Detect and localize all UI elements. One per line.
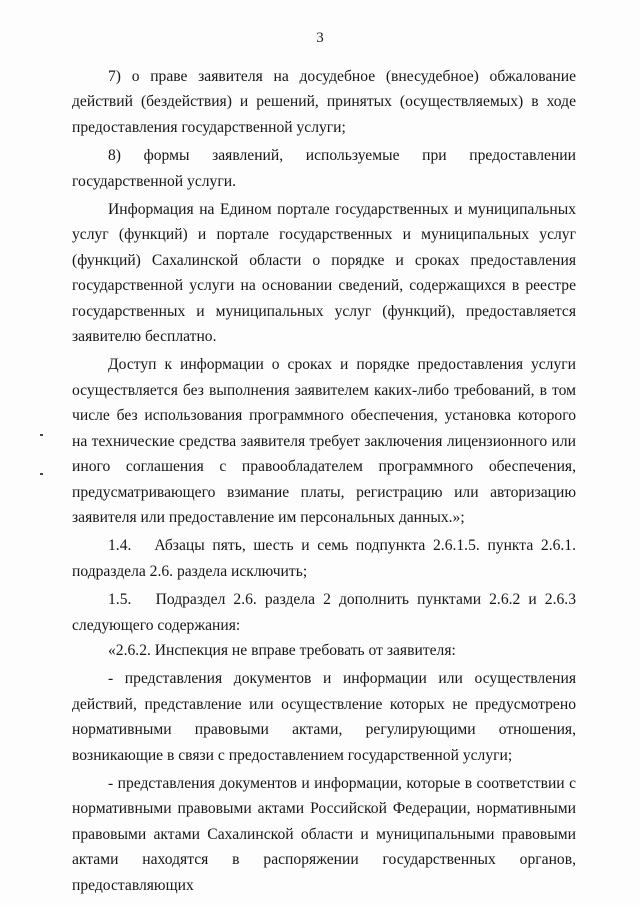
paragraph-access-info: Доступ к информации о сроках и порядке предоставления услуги осуществляется без выполнения заявителем каких-либо требований, в том числе без использования программного обеспечения, установка которого на технические средства заявителя требует заключения лицензионного или иного соглашения с правообладателем программного обеспечения, предусматривающего взимание платы, регистрацию или авторизацию заявителя или предоставление им персональных данных.»; [72,356,576,526]
paragraph-clause-2-6-2: «2.6.2. Инспекция не вправе требовать от заявителя: [108,641,456,659]
paragraph-clause-1-4: 1.4. Абзацы пять, шесть и семь подпункта 2.6.1.5. пункта 2.6.1. подраздела 2.6. раздела исключить; [72,537,576,580]
scan-speck [40,434,43,436]
paragraph-bullet-1: - представления документов и информации или осуществления действий, представление или осуществление которых не предусмотрено нормативными правовыми актами, регулирующими отношения, возникающие в связи с предоставлением государственной услуги; [72,670,576,764]
paragraph-clause-1-5: 1.5. Подраздел 2.6. раздела 2 дополнить пунктами 2.6.2 и 2.6.3 следующего содержания: [72,591,576,634]
scan-speck [40,473,43,475]
document-body [72,64,576,898]
paragraph-item-7: 7) о праве заявителя на досудебное (внесудебное) обжалование действий (бездействия) и решений, принятых (осуществляемых) в ходе предоставления государственной услуги; [72,68,576,136]
page-number: 3 [316,30,324,46]
paragraph-bullet-2: - представления документов и информации, которые в соответствии с нормативными правовыми актами Российской Федерации, нормативными правовыми актами Сахалинской области и муниципальными правовыми актами находятся в распоряжении государственных органов, предоставляющих [72,774,576,894]
paragraph-item-8: 8) формы заявлений, используемые при предоставлении государственной услуги. [72,147,576,190]
paragraph-portal-info: Информация на Едином портале государственных и муниципальных услуг (функций) и портале государственных и муниципальных услуг (функций) Сахалинской области о порядке и сроках предоставления государственной услуги на основании сведений, содержащихся в реестре государственных и муниципальных услуг (функций), предоставляется заявителю бесплатно. [72,201,576,346]
